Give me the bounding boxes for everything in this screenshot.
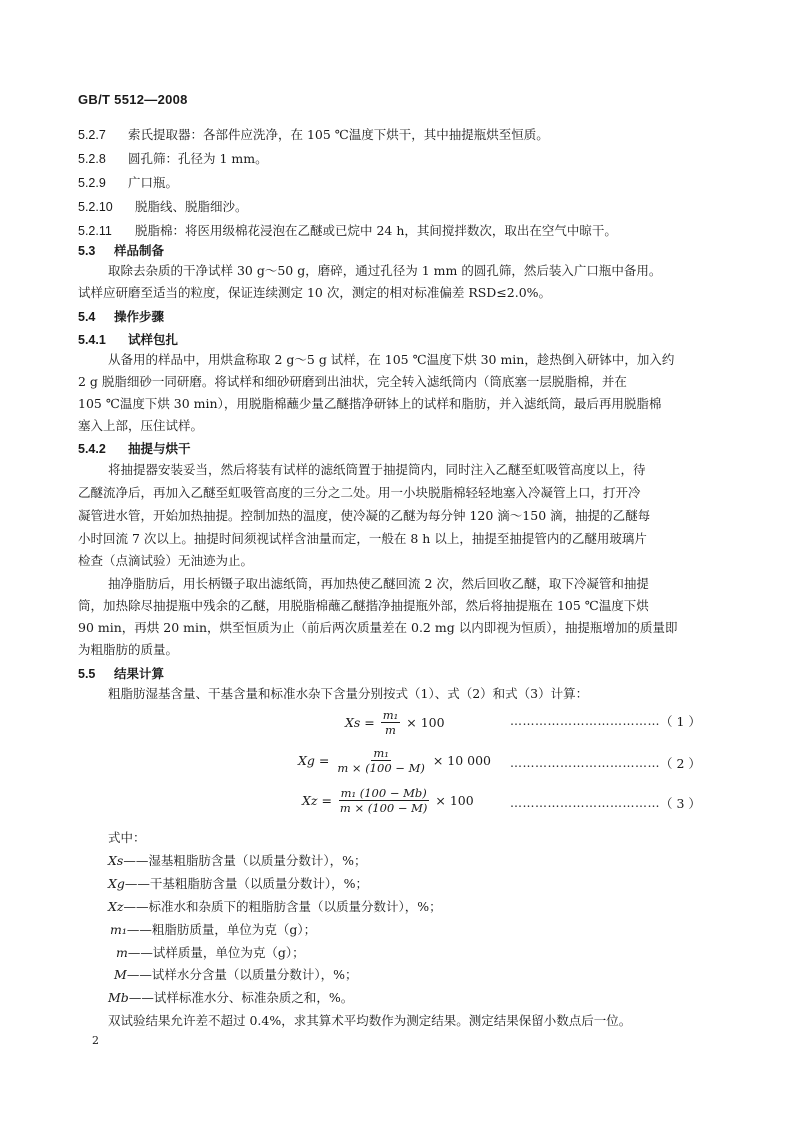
formula-3: Xz = $\frac{\text{m₁ (100 − Mb)}}{m \times (100 - M)}$ × 100 bbox=[302, 786, 474, 815]
closing-paragraph: 双试验结果允许差不超过 0.4%，求其算术平均数作为测定结果。测定结果保留小数点后一位。 bbox=[108, 1013, 632, 1028]
formula-1: Xs = $\frac{\text{m₁}}{m}$ × 100 bbox=[345, 708, 445, 737]
item-5-2-8: 5.2.8 圆孔筛：孔径为 1 mm。 bbox=[78, 151, 268, 166]
section-5-4-2-line: 凝管进水管，开始加热抽提。控制加热的温度，使冷凝的乙醚为每分钟 120 滴～150 滴，抽提的乙醚每 bbox=[78, 508, 651, 523]
item-5-2-10: 5.2.10 脱脂线、脱脂细沙。 bbox=[78, 199, 248, 214]
page-number: 2 bbox=[92, 1034, 99, 1047]
section-5-4-heading: 5.4 操作步骤 bbox=[78, 309, 165, 324]
section-5-4-2-heading: 5.4.2 抽提与烘干 bbox=[78, 441, 191, 456]
formula-1-leader: ……………………………… bbox=[510, 714, 660, 728]
section-5-4-1-heading: 5.4.1 试样包扎 bbox=[78, 332, 179, 347]
definition: Mb——试样标准水分、标准杂质之和，%。 bbox=[108, 990, 354, 1005]
section-5-4-2-line: 抽净脂肪后，用长柄镊子取出滤纸筒，再加热使乙醚回流 2 次，然后回收乙醚，取下冷凝管和抽提 bbox=[108, 576, 649, 591]
where-label: 式中： bbox=[108, 830, 146, 845]
section-5-3-heading: 5.3 样品制备 bbox=[78, 243, 165, 258]
formula-2: Xg = $\frac{\text{m₁}}{m \times (100 - M)}$ × 10 000 bbox=[298, 746, 492, 775]
section-5-4-1-line: 从备用的样品中，用烘盒称取 2 g～5 g 试样，在 105 ℃温度下烘 30 min，趁热倒入研钵中，加入约 bbox=[108, 352, 675, 367]
item-5-2-7: 5.2.7 索氏提取器：各部件应洗净，在 105 ℃温度下烘干，其中抽提瓶烘至恒质。 bbox=[78, 127, 549, 142]
section-5-4-2-line: 乙醚流净后，再加入乙醚至虹吸管高度的三分之二处。用一小块脱脂棉轻轻地塞入冷凝管上口，打开冷 bbox=[78, 485, 641, 500]
section-5-5-intro: 粗脂肪湿基含量、干基含量和标准水杂下含量分别按式（1）、式（2）和式（3）计算： bbox=[108, 686, 589, 701]
definition: Xg——干基粗脂肪含量（以质量分数计），%； bbox=[108, 876, 369, 891]
section-5-4-2-line: 将抽提器安装妥当，然后将装有试样的滤纸筒置于抽提筒内，同时注入乙醚至虹吸管高度以上，待 bbox=[108, 462, 646, 477]
definition: Xz——标准水和杂质下的粗脂肪含量（以质量分数计），%； bbox=[108, 899, 442, 914]
section-5-4-1-line: 105 ℃温度下烘 30 min），用脱脂棉蘸少量乙醚揩净研钵上的试样和脂肪，并入滤纸筒，最后再用脱脂棉 bbox=[78, 396, 662, 411]
standard-code: GB/T 5512—2008 bbox=[78, 92, 188, 107]
section-5-4-1-line: 2 g 脱脂细砂一同研磨。将试样和细砂研磨到出油状，完全转入滤纸筒内（筒底塞一层脱脂棉，并在 bbox=[78, 374, 627, 389]
section-5-3-line: 试样应研磨至适当的粒度，保证连续测定 10 次，测定的相对标准偏差 RSD≤2.0%。 bbox=[78, 285, 552, 300]
formula-2-leader: ……………………………… bbox=[510, 756, 660, 770]
formula-1-number: （ 1 ） bbox=[660, 714, 701, 729]
definition: M——试样水分含量（以质量分数计），%； bbox=[114, 967, 358, 982]
section-5-4-1-line: 塞入上部，压住试样。 bbox=[78, 418, 204, 433]
formula-2-number: （ 2 ） bbox=[660, 756, 701, 771]
formula-3-leader: ……………………………… bbox=[510, 796, 660, 810]
item-5-2-9: 5.2.9 广口瓶。 bbox=[78, 175, 179, 190]
definition: Xs——湿基粗脂肪含量（以质量分数计），%； bbox=[108, 853, 367, 868]
section-5-4-2-line: 为粗脂肪的质量。 bbox=[78, 642, 179, 657]
section-5-4-2-line: 90 min，再烘 20 min，烘至恒质为止（前后两次质量差在 0.2 mg 以内即视为恒质），抽提瓶增加的质量即 bbox=[78, 620, 678, 635]
section-5-4-2-line: 筒，加热除尽抽提瓶中残余的乙醚，用脱脂棉蘸乙醚揩净抽提瓶外部，然后将抽提瓶在 105 ℃温度下烘 bbox=[78, 598, 649, 613]
item-5-2-11: 5.2.11 脱脂棉：将医用级棉花浸泡在乙醚或已烷中 24 h，其间搅拌数次，取出在空气中晾干。 bbox=[78, 223, 617, 238]
section-5-5-heading: 5.5 结果计算 bbox=[78, 666, 165, 681]
section-5-4-2-line: 小时回流 7 次以上。抽提时间须视试样含油量而定，一般在 8 h 以上，抽提至抽提管内的乙醚用玻璃片 bbox=[78, 531, 647, 546]
definition: m₁——粗脂肪质量，单位为克（g）； bbox=[110, 922, 317, 937]
definition: m——试样质量，单位为克（g）； bbox=[116, 945, 305, 960]
section-5-4-2-line: 检查（点滴试验）无油迹为止。 bbox=[78, 553, 254, 568]
section-5-3-line: 取除去杂质的干净试样 30 g～50 g，磨碎，通过孔径为 1 mm 的圆孔筛，然后装入广口瓶中备用。 bbox=[108, 263, 662, 278]
formula-3-number: （ 3 ） bbox=[660, 796, 701, 811]
